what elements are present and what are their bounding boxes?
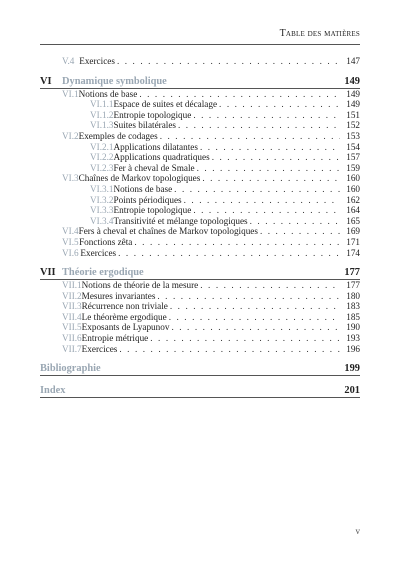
bibliography-title: Bibliographie: [40, 363, 101, 375]
table-of-contents: [40, 56, 360, 398]
entry-number: VI.1.2: [90, 109, 114, 120]
entry-page: 149: [346, 88, 360, 99]
entry-title: Fonctions zêta: [79, 236, 133, 247]
entry-title: Mesures invariantes: [81, 290, 156, 301]
entry-page: 180: [346, 290, 360, 301]
chapter-number: VII: [40, 267, 56, 279]
entry-title: Entropie topologique: [113, 109, 192, 120]
dot-leader: [197, 163, 340, 174]
entry-title: Exposants de Lyapunov: [81, 322, 170, 333]
entry-page: 171: [346, 236, 360, 247]
entry-page: 153: [346, 130, 360, 141]
bibliography-entry[interactable]: [40, 363, 360, 376]
entry-title: Exercices: [79, 56, 115, 66]
section-entry[interactable]: [40, 301, 360, 312]
entry-page: 160: [346, 183, 360, 194]
entry-title: Récurrence non triviale: [81, 301, 168, 312]
bibliography-page: 199: [344, 363, 360, 375]
index-page: 201: [344, 385, 360, 397]
chapter-title: Dynamique symbolique: [62, 75, 167, 87]
entry-page: 193: [346, 333, 360, 344]
entry-title: Entropie topologique: [113, 205, 192, 216]
entry-title: Exemples de codages: [78, 130, 158, 141]
entry-number: VI.1: [62, 88, 79, 99]
subsection-entry[interactable]: [40, 110, 360, 121]
chapter-number: VI: [40, 75, 52, 87]
subsection-entry[interactable]: [40, 205, 360, 216]
subsection-entry[interactable]: [40, 216, 360, 227]
entry-page: 196: [346, 343, 360, 354]
entry-number: VII.3: [62, 301, 82, 312]
dot-leader: [119, 344, 340, 355]
entry-title: Exercices: [80, 247, 117, 258]
entry-number: VI.2: [62, 130, 79, 141]
dot-leader: [134, 237, 340, 248]
entry-number: V.4: [62, 56, 75, 66]
entry-page: 147: [346, 56, 360, 66]
dot-leader: [117, 56, 340, 67]
entry-page: 174: [346, 247, 360, 258]
dot-leader: [219, 99, 340, 110]
section-entry[interactable]: [40, 312, 360, 323]
entry-page: 164: [346, 205, 360, 216]
entry-number: VI.5: [62, 236, 79, 247]
entry-title: Entropie métrique: [81, 333, 149, 344]
dot-leader: [202, 173, 340, 184]
section-entry[interactable]: [40, 280, 360, 291]
entry-number: VI.3: [62, 173, 79, 184]
dot-leader: [169, 312, 340, 323]
dot-leader: [118, 248, 340, 259]
entry-number: VI.3.2: [90, 194, 114, 205]
header-rule: [40, 44, 360, 45]
entry-number: VII.1: [62, 280, 82, 291]
entry-number: VI.3.4: [90, 215, 114, 226]
entry-number: VI.2.3: [90, 162, 114, 173]
entry-title: Points périodiques: [113, 194, 182, 205]
entry-page: 185: [346, 311, 360, 322]
dot-leader: [160, 131, 340, 142]
subsection-entry[interactable]: [40, 195, 360, 206]
entry-page: 169: [346, 226, 360, 237]
section-entry[interactable]: [40, 344, 360, 355]
dot-leader: [250, 216, 340, 227]
entry-title: Espace de suites et décalage: [113, 99, 218, 110]
dot-leader: [139, 89, 340, 100]
dot-leader: [193, 205, 340, 216]
chapter-entry-vi[interactable]: [40, 76, 360, 89]
subsection-entry[interactable]: [40, 99, 360, 110]
entry-page: 177: [346, 280, 360, 291]
entry-title: Notions de base: [78, 88, 138, 99]
dot-leader: [171, 322, 340, 333]
section-entry[interactable]: [40, 248, 360, 259]
section-entry[interactable]: [40, 131, 360, 142]
section-entry[interactable]: [40, 173, 360, 184]
entry-page: 151: [346, 109, 360, 120]
entry-title: Suites bilatérales: [113, 120, 176, 131]
entry-number: VI.3.3: [90, 205, 114, 216]
subsection-entry[interactable]: [40, 120, 360, 131]
entry-number: VII.7: [62, 343, 82, 354]
dot-leader: [184, 195, 340, 206]
dot-leader: [200, 280, 340, 291]
entry-title: Fer à cheval de Smale: [113, 162, 195, 173]
chapter-entry-vii[interactable]: [40, 267, 360, 280]
subsection-entry[interactable]: [40, 142, 360, 153]
index-title: Index: [40, 385, 66, 397]
entry-page: 149: [346, 99, 360, 110]
entry-title: Applications dilatantes: [113, 141, 198, 152]
entry-number: VI.2.2: [90, 152, 114, 163]
dot-leader: [174, 184, 340, 195]
entry-number: VII.5: [62, 322, 82, 333]
entry-page: 183: [346, 301, 360, 312]
entry-title: Notions de théorie de la mesure: [81, 280, 199, 291]
dot-leader: [178, 120, 340, 131]
dot-leader: [260, 226, 340, 237]
dot-leader: [150, 333, 340, 344]
entry-number: VII.2: [62, 290, 82, 301]
chapter-title: Théorie ergodique: [62, 267, 144, 279]
entry-page: 165: [346, 215, 360, 226]
dot-leader: [193, 110, 340, 121]
entry-title: Transitivité et mélange topologiques: [113, 215, 248, 226]
entry-number: VI.3.1: [90, 183, 114, 194]
section-entry[interactable]: [40, 333, 360, 344]
entry-page: 154: [346, 141, 360, 152]
dot-leader: [157, 291, 340, 302]
section-entry[interactable]: [40, 291, 360, 302]
section-entry[interactable]: [40, 322, 360, 333]
section-entry[interactable]: [40, 226, 360, 237]
entry-page: 159: [346, 162, 360, 173]
index-entry[interactable]: [40, 385, 360, 398]
entry-title: Fers à cheval et chaînes de Markov topologiques: [78, 226, 258, 237]
running-header: Table des matières: [279, 28, 360, 39]
entry-title: Applications quadratiques: [113, 152, 210, 163]
entry-title: Le théorème ergodique: [81, 311, 167, 322]
entry-page: 152: [346, 120, 360, 131]
entry-page: 157: [346, 152, 360, 163]
entry-number: VII.4: [62, 311, 82, 322]
entry-number: VII.6: [62, 333, 82, 344]
entry-page: 162: [346, 194, 360, 205]
chapter-page: 177: [344, 267, 360, 279]
dot-leader: [212, 152, 340, 163]
page-number: v: [355, 526, 360, 536]
dot-leader: [170, 301, 340, 312]
subsection-entry[interactable]: [40, 163, 360, 174]
entry-page: 160: [346, 173, 360, 184]
entry-number: VI.1.3: [90, 120, 114, 131]
entry-page: 190: [346, 322, 360, 333]
entry-number: VI.1.1: [90, 99, 114, 110]
chapter-page: 149: [344, 75, 360, 87]
subsection-entry[interactable]: [40, 184, 360, 195]
toc-entry[interactable]: [40, 56, 360, 67]
dot-leader: [200, 142, 340, 153]
entry-title: Exercices: [81, 343, 118, 354]
entry-number: VI.2.1: [90, 141, 114, 152]
section-entry[interactable]: [40, 89, 360, 100]
entry-number: VI.6: [62, 247, 79, 258]
entry-title: Chaînes de Markov topologiques: [78, 173, 201, 184]
entry-number: VI.4: [62, 226, 79, 237]
entry-title: Notions de base: [113, 183, 173, 194]
subsection-entry[interactable]: [40, 152, 360, 163]
section-entry[interactable]: [40, 237, 360, 248]
